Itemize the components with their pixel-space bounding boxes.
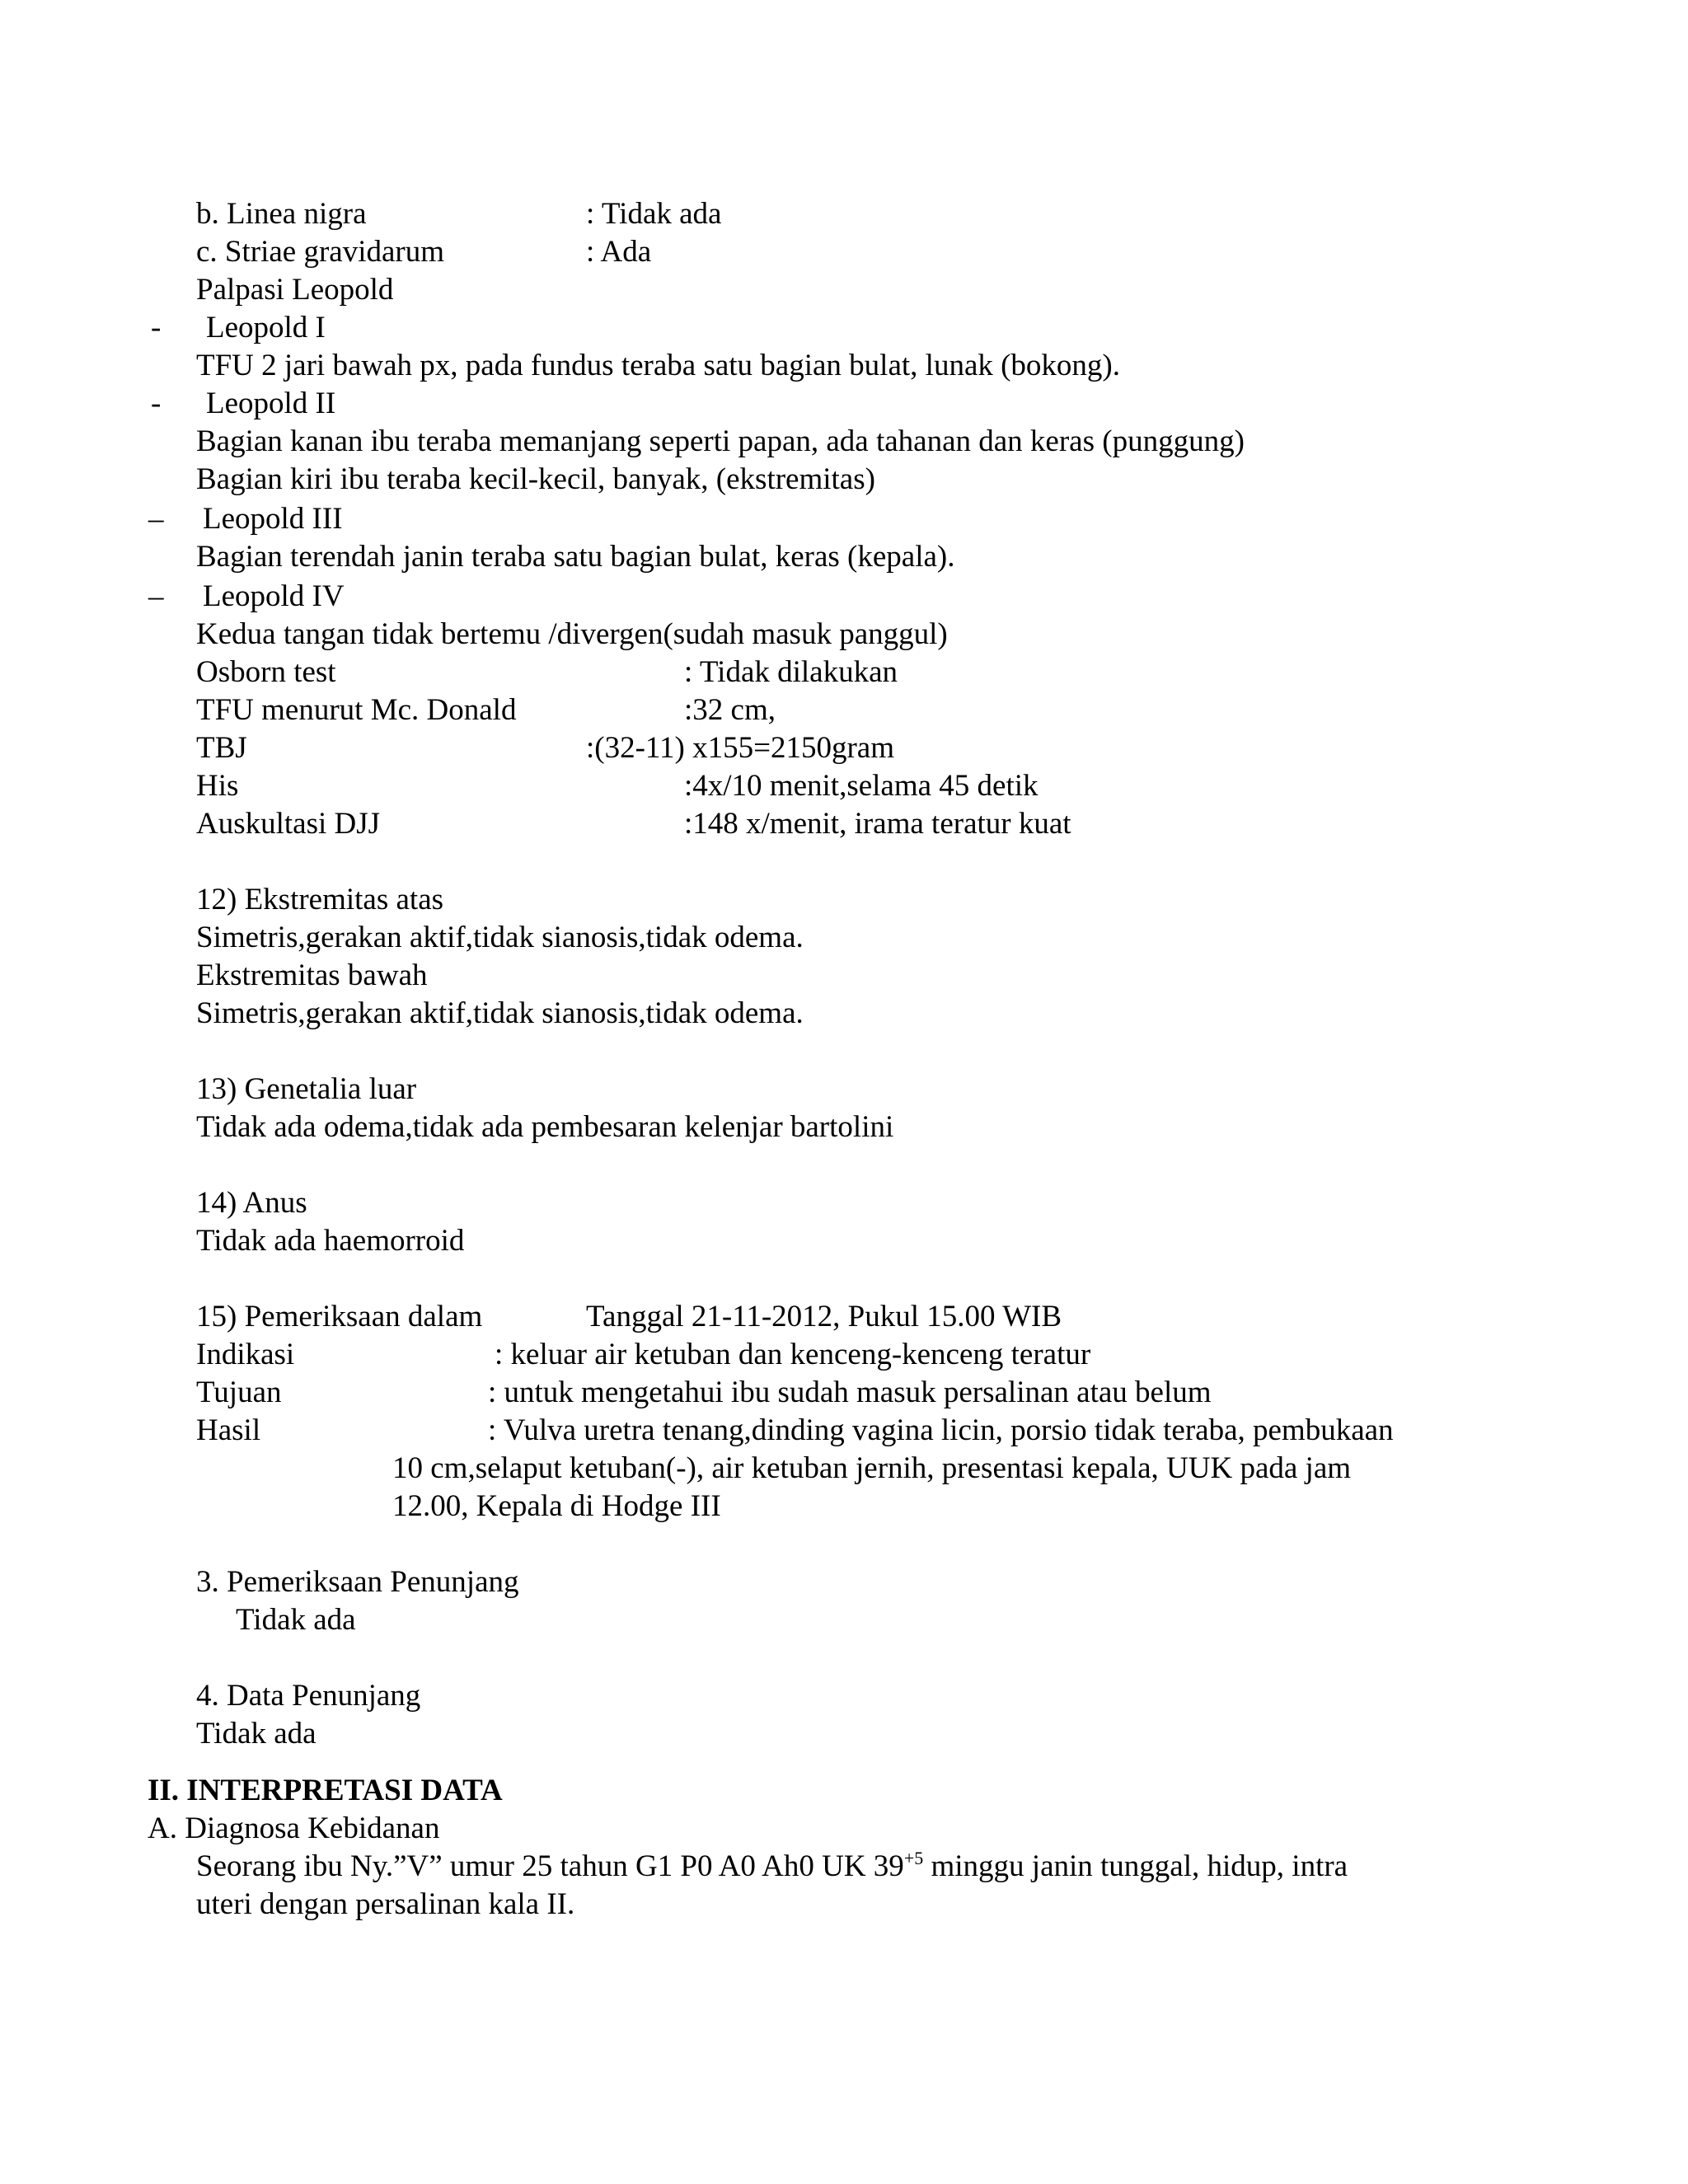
item-14-text: Tidak ada haemorroid <box>196 1224 465 1258</box>
diagnosis-superscript: +5 <box>903 1848 924 1868</box>
leopold-ii-title: Leopold II <box>206 387 336 420</box>
leopold-iii-dash: – <box>148 502 164 536</box>
linea-nigra-value: : Tidak ada <box>586 197 722 231</box>
hasil-value-line2: 10 cm,selaput ketuban(-), air ketuban jernih, presentasi kepala, UUK pada jam <box>392 1451 1352 1485</box>
item-12-text1: Simetris,gerakan aktif,tidak sianosis,tidak odema. <box>196 921 804 954</box>
tbj-label: TBJ <box>196 731 247 765</box>
leopold-ii-dash: - <box>151 387 162 420</box>
item-15-title: 15) Pemeriksaan dalam <box>196 1300 483 1333</box>
tfu-label: TFU menurut Mc. Donald <box>196 693 517 727</box>
item-12-subtitle: Ekstremitas bawah <box>196 958 428 992</box>
leopold-i-text: TFU 2 jari bawah px, pada fundus teraba satu bagian bulat, lunak (bokong). <box>196 349 1121 382</box>
diagnosis-line2: uteri dengan persalinan kala II. <box>196 1887 575 1921</box>
palpasi-leopold-title: Palpasi Leopold <box>196 273 394 307</box>
leopold-ii-text2: Bagian kiri ibu teraba kecil-kecil, banyak, (ekstremitas) <box>196 462 875 496</box>
item-12-title: 12) Ekstremitas atas <box>196 883 444 916</box>
leopold-ii-text1: Bagian kanan ibu teraba memanjang seperti papan, ada tahanan dan keras (punggung) <box>196 424 1245 458</box>
leopold-i-title: Leopold I <box>206 311 326 344</box>
item-15-date: Tanggal 21-11-2012, Pukul 15.00 WIB <box>586 1300 1062 1333</box>
striae-label: c. Striae gravidarum <box>196 235 445 269</box>
section-ii-heading: II. INTERPRETASI DATA <box>148 1774 503 1807</box>
tujuan-label: Tujuan <box>196 1376 282 1409</box>
tujuan-value: : untuk mengetahui ibu sudah masuk persalinan atau belum <box>488 1376 1212 1409</box>
item-12-text2: Simetris,gerakan aktif,tidak sianosis,tidak odema. <box>196 996 804 1030</box>
djj-value: :148 x/menit, irama teratur kuat <box>684 807 1071 841</box>
leopold-iv-text: Kedua tangan tidak bertemu /divergen(sudah masuk panggul) <box>196 617 948 651</box>
item-13-title: 13) Genetalia luar <box>196 1072 417 1106</box>
leopold-iii-text: Bagian terendah janin teraba satu bagian bulat, keras (kepala). <box>196 540 955 574</box>
diagnosis-line1 <box>196 1848 1348 1886</box>
striae-value: : Ada <box>586 235 652 269</box>
osborn-label: Osborn test <box>196 655 336 689</box>
hasil-value-line3: 12.00, Kepala di Hodge III <box>392 1489 721 1523</box>
leopold-iii-title: Leopold III <box>203 502 343 536</box>
his-value: :4x/10 menit,selama 45 detik <box>684 769 1039 803</box>
tbj-value: :(32-11) x155=2150gram <box>586 731 895 765</box>
indikasi-label: Indikasi <box>196 1338 295 1371</box>
osborn-value: : Tidak dilakukan <box>684 655 898 689</box>
djj-label: Auskultasi DJJ <box>196 807 381 841</box>
indikasi-value: : keluar air ketuban dan kenceng-kenceng teratur <box>495 1338 1091 1371</box>
linea-nigra-label: b. Linea nigra <box>196 197 367 231</box>
leopold-iv-title: Leopold IV <box>203 579 345 613</box>
leopold-iv-dash: – <box>148 579 164 613</box>
item-4-text: Tidak ada <box>196 1717 316 1750</box>
leopold-i-dash: - <box>151 311 162 344</box>
diagnosis-text-part1: Seorang ibu Ny.”V” umur 25 tahun G1 P0 A0 Ah0 UK 39 <box>196 1849 904 1883</box>
item-4-title: 4. Data Penunjang <box>196 1679 421 1713</box>
hasil-label: Hasil <box>196 1413 261 1447</box>
item-3-text: Tidak ada <box>236 1603 356 1637</box>
diagnosis-text-part2: minggu janin tunggal, hidup, intra <box>923 1849 1348 1883</box>
his-label: His <box>196 769 239 803</box>
item-3-title: 3. Pemeriksaan Penunjang <box>196 1565 519 1599</box>
tfu-value: :32 cm, <box>684 693 776 727</box>
item-14-title: 14) Anus <box>196 1186 307 1220</box>
item-13-text: Tidak ada odema,tidak ada pembesaran kelenjar bartolini <box>196 1110 894 1144</box>
hasil-value-line1: : Vulva uretra tenang,dinding vagina licin, porsio tidak teraba, pembukaan <box>488 1413 1394 1447</box>
diagnosa-kebidanan-heading: A. Diagnosa Kebidanan <box>148 1811 440 1845</box>
